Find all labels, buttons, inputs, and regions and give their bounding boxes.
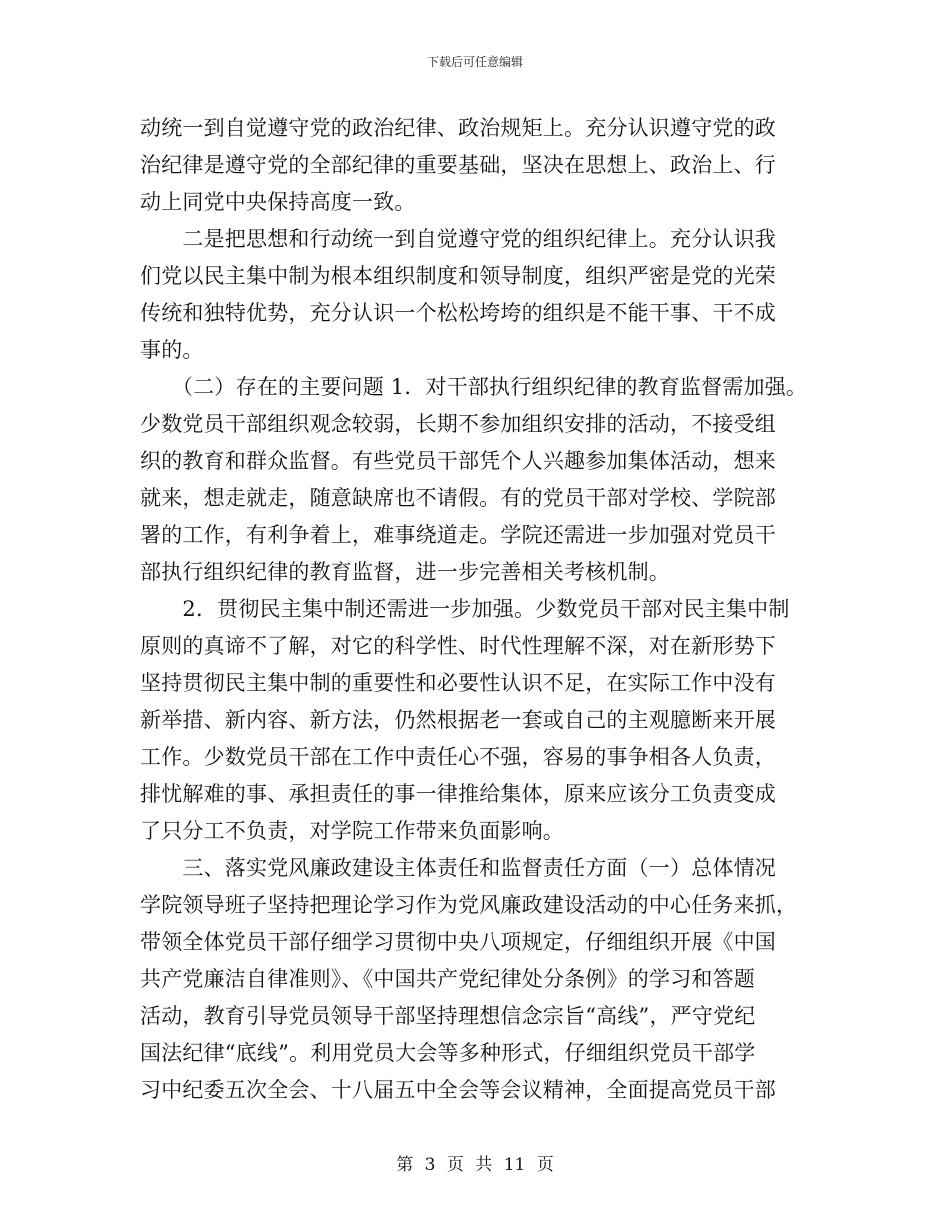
page-header: 下载后可任意编辑	[426, 55, 523, 69]
body-line: 三、落实党风廉政建设主体责任和监督责任方面（一）总体情况	[140, 856, 776, 880]
body-line: 二是把思想和行动统一到自觉遵守党的组织纪律上。充分认识我	[140, 227, 776, 251]
document-body	[140, 110, 812, 1109]
body-line: （二）存在的主要问题 1．对干部执行组织纪律的教育监督需加强。	[140, 375, 808, 399]
body-line: 传统和独特优势，充分认识一个松松垮垮的组织是不能干事、干不成	[140, 301, 776, 325]
body-line: 带领全体党员干部仔细学习贯彻中央八项规定，仔细组织开展《中国	[140, 930, 776, 954]
body-line: 共产党廉洁自律准则》、《中国共产党纪律处分条例》的学习和答题	[140, 967, 755, 991]
body-line: 习中纪委五次全会、十八届五中全会等会议精神，全面提高党员干部	[140, 1078, 776, 1102]
body-line: 2．贯彻民主集中制还需进一步加强。少数党员干部对民主集中制	[140, 597, 790, 621]
body-line: 动上同党中央保持高度一致。	[140, 190, 416, 214]
body-line: 活动，教育引导党员领导干部坚持理想信念宗旨“高线”，严守党纪	[140, 1004, 756, 1028]
body-line: 原则的真谛不了解，对它的科学性、时代性理解不深，对在新形势下	[140, 634, 776, 658]
body-line: 们党以民主集中制为根本组织制度和领导制度，组织严密是党的光荣	[140, 264, 776, 288]
body-line: 治纪律是遵守党的全部纪律的重要基础，坚决在思想上、政治上、行	[140, 153, 776, 177]
body-line: 坚持贯彻民主集中制的重要性和必要性认识不足，在实际工作中没有	[140, 671, 776, 695]
body-line: 新举措、新内容、新方法，仍然根据老一套或自己的主观臆断来开展	[140, 708, 776, 732]
body-line: 织的教育和群众监督。有些党员干部凭个人兴趣参加集体活动，想来	[140, 449, 776, 473]
body-line: 学院领导班子坚持把理论学习作为党风廉政建设活动的中心任务来抓，	[140, 893, 798, 917]
body-line: 就来，想走就走，随意缺席也不请假。有的党员干部对学校、学院部	[140, 486, 776, 510]
page-number-footer: 第 3 页 共 11 页	[396, 1155, 554, 1175]
body-line: 排忧解难的事、承担责任的事一律推给集体，原来应该分工负责变成	[140, 782, 776, 806]
body-line: 部执行组织纪律的教育监督，进一步完善相关考核机制。	[140, 560, 670, 584]
body-line: 署的工作，有利争着上，难事绕道走。学院还需进一步加强对党员干	[140, 523, 776, 547]
body-line: 事的。	[140, 338, 204, 362]
body-line: 国法纪律“底线”。利用党员大会等多种形式，仔细组织党员干部学	[140, 1041, 756, 1065]
body-line: 动统一到自觉遵守党的政治纪律、政治规矩上。充分认识遵守党的政	[140, 116, 776, 140]
body-line: 了只分工不负责，对学院工作带来负面影响。	[140, 819, 564, 843]
body-line: 少数党员干部组织观念较弱，长期不参加组织安排的活动，不接受组	[140, 412, 776, 436]
body-line: 工作。少数党员干部在工作中责任心不强，容易的事争相各人负责，	[140, 745, 776, 769]
